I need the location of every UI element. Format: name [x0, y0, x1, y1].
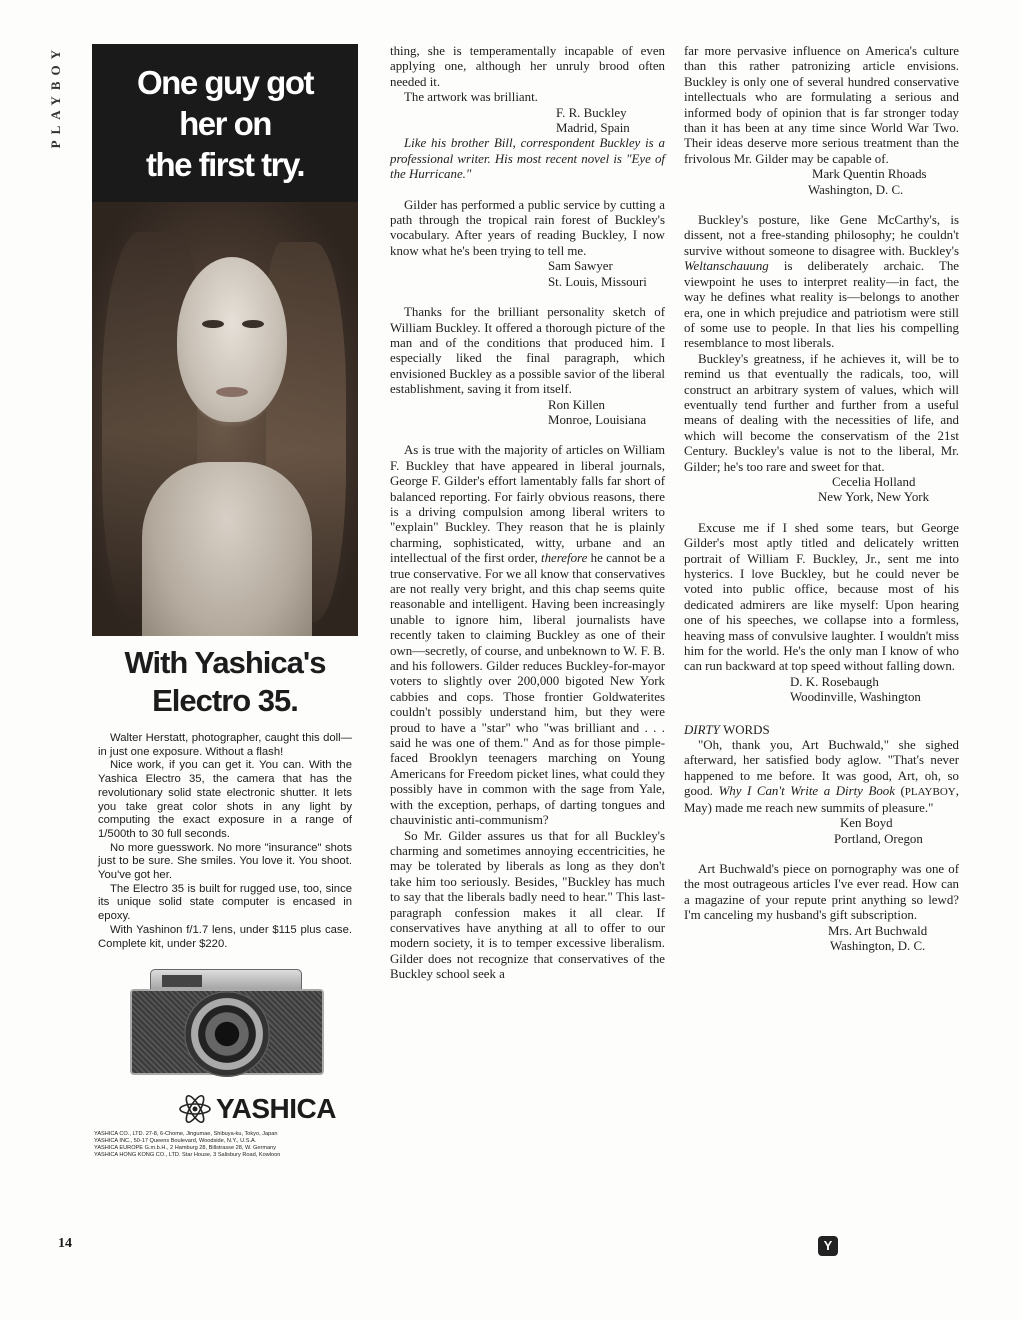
letter-text-part: he cannot be a true conservative. For we all know that conservatives are not really very bright, and this chap seems quite reasonable and intelligent. Having been increasingly unable to ignore him, liberal journalists have recently taken to claiming Buckley as one of their own—secretly, of course, and unbeknown to W. F. B. and his followers. Gilder reduces Buckley-for-mayor voters to slightly over 200,000 bigoted New York cabbies and cops. Those frontier Goldwaterites couldn't possibly understand him, but they were proud to have a "star" who "was brilliant and . . . said he was one of them." And as for those pimple-faced Brooklyn teenagers marching on Young Americans for Freedom picket lines, what could they possibly have in common with the sage from Yale, with the exception, perhaps, of darting tongues and chauvinistic anti-communism?	[390, 551, 666, 828]
letter-text: Art Buchwald's piece on pornography was one of the most outrageous articles I've ever read. How can a magazine of your repute print anything so lewd? I'm canceling my husband's gift subscription.	[684, 861, 959, 923]
ad-portrait-photo	[92, 202, 358, 636]
letter-text: So Mr. Gilder assures us that for all Buckley's charming and sometimes annoying eccentricities, he may be tolerated by liberals as long as they don't take him too seriously. Besides, "Buckley has much to say that the liberals badly need to hear." This last-paragraph confession makes it all clear. If conservatives have anything at all to offer to our modern society, it is to temper excessive liberalism. Gilder does not recognize that conservatives of the Buckley school seek a	[390, 828, 665, 982]
ad-subheadline-line: With Yashica's	[124, 645, 326, 680]
letter-signature-place: Madrid, Spain	[556, 121, 630, 136]
letter-text-part: "Oh, thank you, Art Buchwald," she sighed afterward, her satisfied body aglow. "That's never happened to me before. It was good, Art, oh, so good.	[684, 738, 959, 799]
letter-signature-name: Mark Quentin Rhoads	[812, 167, 927, 182]
letter-text-part: As is true with the majority of articles on William F. Buckley that have appeared in liberal journals, George F. Gilder's effort lamentably falls far short of balanced reporting. For fairly obvious reasons, there is a driving compulsion among liberal writers to "explain" Buckley. They reason that he is plainly charming, sophisticated, witty, urbane and an intellectual of the first order,	[390, 443, 665, 566]
ad-paragraph: With Yashinon f/1.7 lens, under $115 plus case. Complete kit, under $220.	[98, 923, 352, 950]
ad-address-line: YASHICA CO., LTD. 27-8, 6-Chome, Jingumae, Shibuya-ku, Tokyo, Japan	[94, 1131, 278, 1138]
letter-signature-place: Woodinville, Washington	[790, 690, 921, 705]
ad-body-copy	[98, 732, 352, 951]
letter-text: The artwork was brilliant.	[404, 90, 538, 105]
letter-signature-name: F. R. Buckley	[556, 105, 627, 120]
ad-headline-block	[92, 44, 358, 202]
letter-signature-name: D. K. Rosebaugh	[790, 674, 879, 689]
ad-subheadline-line: Electro 35.	[152, 683, 298, 718]
logo-text: YASHICA	[216, 1093, 336, 1125]
section-heading	[684, 723, 959, 738]
letter-signature-place: Washington, D. C.	[830, 938, 926, 953]
ad-headline-line: One guy got	[137, 63, 313, 101]
ad-paragraph: Walter Herstatt, photographer, caught this doll—in just one exposure. Without a flash!	[98, 732, 352, 758]
ad-paragraph: No more guesswork. No more "insurance" shots just to be sure. She smiles. You love it. You shoot. You've got her.	[98, 841, 352, 882]
letter-text: Buckley's greatness, if he achieves it, will be to remind us that eventually the radicals, too, will construct an arbitrary system of values, which will eventually tend further and further from a useful means of dealing with the necessities of life, and which will become the conservatism of the 21st Century. Buckley's value is not to the liberal, Mr. Gilder; he's too rare and sweet for that.	[684, 351, 959, 474]
letter-signature-place: St. Louis, Missouri	[548, 274, 647, 289]
letter-text-part: , May) made me reach new summits of pleasure."	[684, 784, 959, 815]
article-title: Why I Can't Write a Dirty Book	[718, 784, 895, 799]
camera-photo	[124, 965, 324, 1083]
end-mark-icon: Y	[818, 1236, 838, 1256]
letters-column-3	[684, 44, 959, 954]
yashica-logo	[178, 1093, 358, 1125]
letter-text-part: Buckley's posture, like Gene McCarthy's, is dissent, not a free-standing philosophy; he couldn't survive without someone to disagree with. Buckley's	[684, 213, 959, 258]
letter-signature-place: Monroe, Louisiana	[548, 412, 647, 427]
letter-signature-name: Mrs. Art Buchwald	[828, 923, 928, 938]
letter-signature-place: Washington, D. C.	[808, 182, 904, 197]
letter-text: thing, she is temperamentally incapable of even applying one, although her unruly brood often needed it.	[390, 44, 665, 89]
letter-signature-name: Cecelia Holland	[832, 474, 916, 489]
letter-signature-place: New York, New York	[818, 490, 930, 505]
editor-note: Like his brother Bill, correspondent Buckley is a professional writer. His most recent novel is "Eye of the Hurricane."	[390, 136, 665, 182]
magazine-name-vertical: PLAYBOY	[48, 44, 63, 149]
emphasis-word: Weltanschauung	[684, 259, 769, 274]
section-heading-rest: WORDS	[723, 722, 770, 737]
section-heading-italic: DIRTY	[684, 722, 720, 737]
letter-text: Thanks for the brilliant personality sketch of William Buckley. It offered a thorough picture of the man and of the conditions that produced him. I especially liked the final paragraph, which envisioned Buckley as a possible savior of the liberal establishment, saving it from itself.	[390, 305, 665, 397]
ad-headline-line: her on	[179, 104, 271, 142]
ad-subheadline	[92, 644, 358, 720]
ad-addresses	[94, 1131, 358, 1158]
letters-column-2	[390, 44, 665, 983]
letter-text	[684, 738, 959, 816]
letter-signature-name: Sam Sawyer	[548, 259, 613, 274]
letter-text: far more pervasive influence on America's culture than this rather patronizing article envisions. Buckley is only one of several hundred conservative intellectuals who are formulating a serious and informed body of opinion that is far stronger today than it has been at any time since World War Two. Their ideas deserve more serious treatment than the frivolous Mr. Gilder may be capable of.	[684, 44, 959, 166]
ad-paragraph: The Electro 35 is built for rugged use, too, since its unique solid state computer is encased in epoxy.	[98, 882, 352, 923]
letter-text: Gilder has performed a public service by cutting a path through the tropical rain forest of Buckley's vocabulary. After years of reading Buckley, I now know what he's been trying to tell me.	[390, 197, 665, 258]
emphasis-word: therefore	[541, 551, 588, 566]
ad-address-line: YASHICA EUROPE G.m.b.H., 2 Hamburg 28, Billstrasse 28, W. Germany	[94, 1144, 277, 1151]
letter-text	[390, 443, 665, 828]
page-number: 14	[58, 1236, 72, 1251]
ad-address-line: YASHICA HONG KONG CO., LTD. Star House, 3 Salisbury Road, Kowloon	[94, 1151, 281, 1158]
letter-text: Excuse me if I shed some tears, but George Gilder's most aptly titled and delicately written portrait of William F. Buckley, Jr., sent me into hysterics. I love Buckley, but he could never be voted into public office, because most of his dedicated admirers are like myself: Upon hearing one of his speeches, we collapse into a formless, heaving mass of convulsive laughter. I wouldn't miss him for the world. He's the only man I know of who can run backward at top speed without falling down.	[684, 520, 959, 674]
ad-address-line: YASHICA INC., 50-17 Queens Boulevard, Woodside, N.Y., U.S.A.	[94, 1138, 257, 1145]
letter-signature-place: Portland, Oregon	[834, 831, 923, 846]
ad-headline-line: the first try.	[145, 145, 305, 183]
letter-signature-name: Ken Boyd	[840, 816, 893, 831]
letter-text-part: is deliberately archaic. The viewpoint he uses to interpret reality—in fact, the way he defines what reality is—belongs to another era, one in which prejudice and patriotism were still of some use to people. In that lies his compelling resemblance to most liberals.	[684, 259, 959, 351]
ad-paragraph: Nice work, if you can get it. You can. With the Yashica Electro 35, the camera that has the revolutionary solid state electronic shutter. It lets you take great color shots in any light by computing the exact exposure in a range of 1/500th to 30 full seconds.	[98, 759, 352, 840]
ad-headline	[137, 62, 313, 185]
atom-icon	[178, 1094, 212, 1124]
yashica-advertisement	[92, 44, 358, 1264]
paren-open: (	[900, 784, 905, 799]
magazine-ref: PLAYBOY	[904, 786, 956, 799]
letter-signature-name: Ron Killen	[548, 397, 605, 412]
letter-text	[684, 213, 959, 352]
